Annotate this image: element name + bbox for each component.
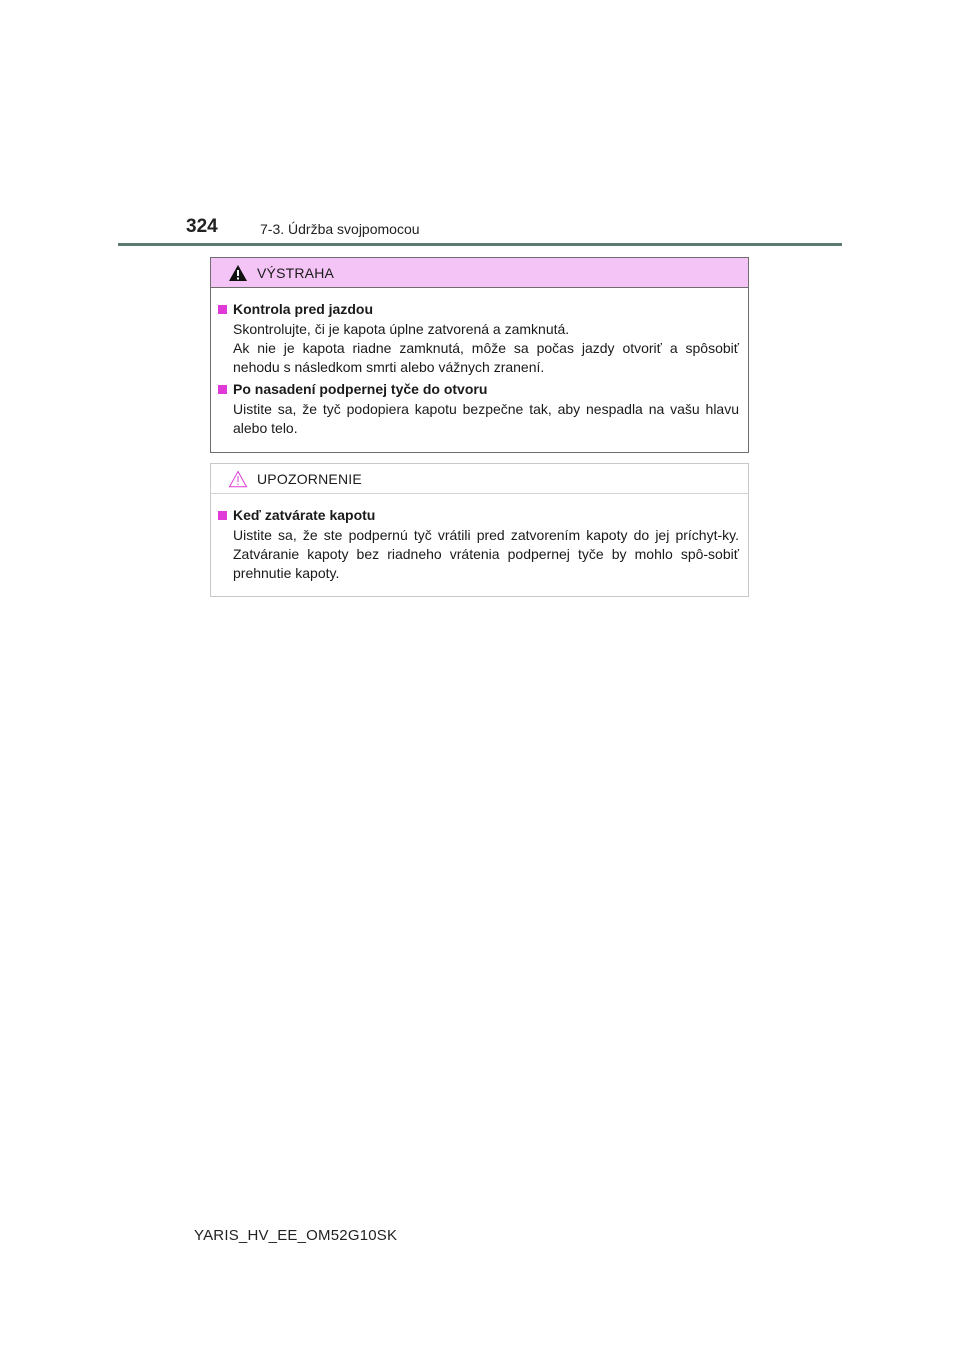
warning-item [218,299,739,377]
warning-label: VÝSTRAHA [257,264,335,281]
caution-triangle-icon [228,470,248,488]
warning-item-title: Kontrola pred jazdou [233,301,373,317]
page-number: 324 [186,216,218,237]
caution-box [210,463,749,597]
warning-item-title: Po nasadení podpernej tyče do otvoru [233,381,488,397]
header-rule [118,243,842,246]
bullet-square-icon [218,385,227,394]
warning-box [210,257,749,453]
warning-header [211,258,748,288]
bullet-square-icon [218,305,227,314]
caution-item [218,505,739,583]
caution-item-paragraph: Uistite sa, že ste podpernú tyč vrátili pred zatvorením kapoty do jej príchyt-ky. Zatváranie kapoty bez riadneho vrátenia podpernej tyče by mohlo spô-sobiť prehnutie kapoty. [233,527,739,581]
warning-item-paragraph: Ak nie je kapota riadne zamknutá, môže sa počas jazdy otvoriť a spôsobiť nehodu s následkom smrti alebo vážnych zranení. [233,340,739,375]
warning-item [218,379,739,438]
caution-label: UPOZORNENIE [257,470,362,487]
section-title: 7-3. Údržba svojpomocou [260,221,420,237]
warning-triangle-icon [228,264,248,282]
warning-item-paragraph: Uistite sa, že tyč podopiera kapotu bezpečne tak, aby nespadla na vašu hlavu alebo telo. [233,401,739,436]
footer-code: YARIS_HV_EE_OM52G10SK [194,1227,398,1244]
warning-item-paragraph: Skontrolujte, či je kapota úplne zatvorená a zamknutá. [233,321,570,337]
caution-header [211,464,748,494]
bullet-square-icon [218,511,227,520]
caution-item-title: Keď zatvárate kapotu [233,507,376,523]
